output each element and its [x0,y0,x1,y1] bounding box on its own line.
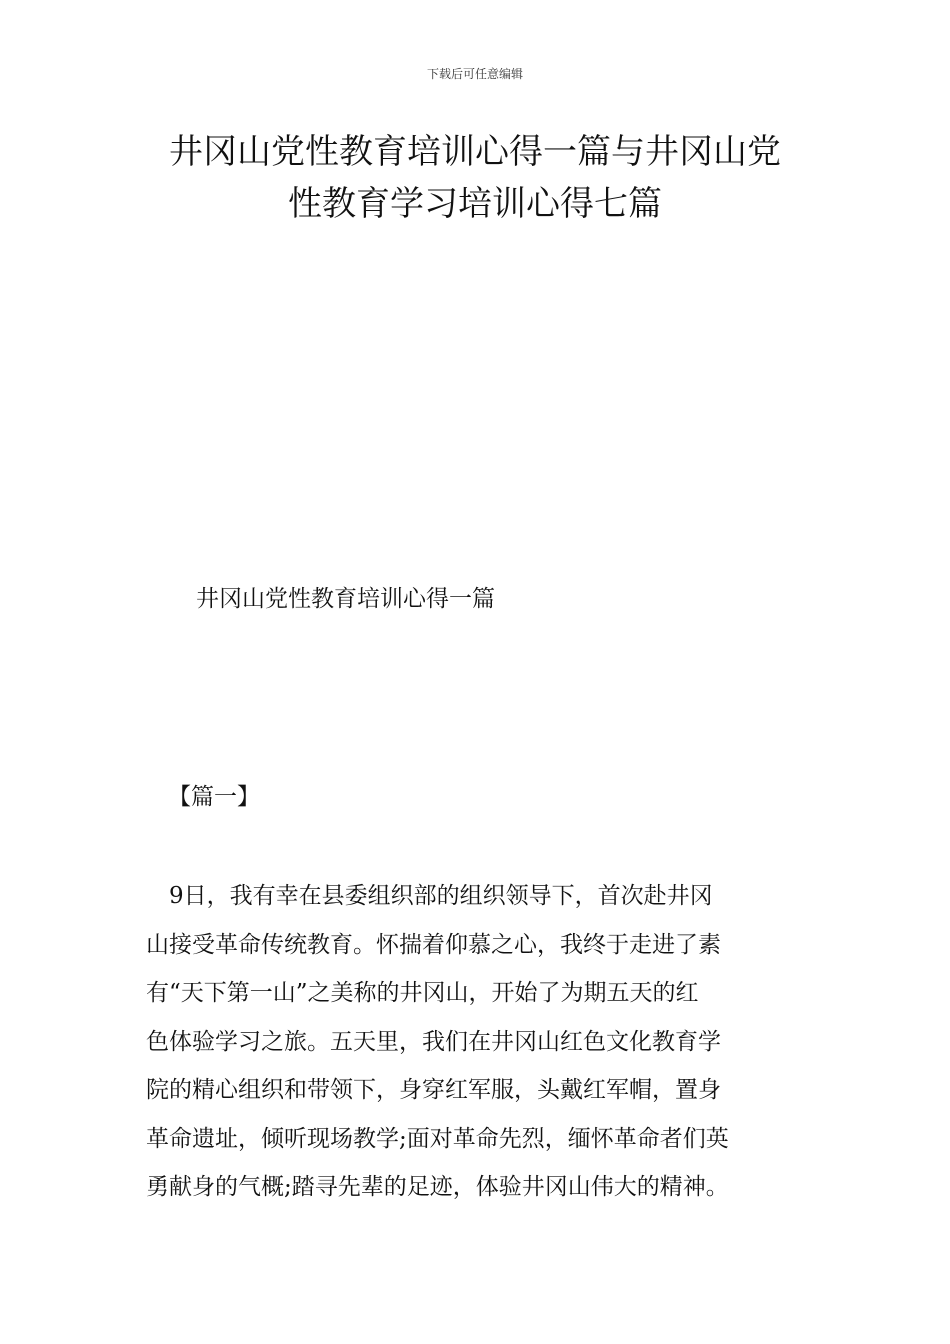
paragraph-line: 革命遗址，倾听现场教学;面对革命先烈，缅怀革命者们英 [146,1125,729,1152]
part-label: 【篇一】 [168,784,260,810]
paragraph-line: 有“天下第一山”之美称的井冈山，开始了为期五天的红 [146,980,699,1006]
title-line-1: 井冈山党性教育培训心得一篇与井冈山党 [169,132,781,172]
title-line-2: 性教育学习培训心得七篇 [288,184,662,224]
document-title [140,126,810,230]
header-note: 下载后可任意编辑 [426,67,523,81]
section-heading: 井冈山党性教育培训心得一篇 [196,586,495,612]
paragraph-line: 9日，我有幸在县委组织部的组织领导下，首次赴井冈 [146,883,713,909]
paragraph-line: 院的精心组织和带领下，身穿红军服，头戴红军帽，置身 [146,1077,721,1103]
body-paragraph [146,872,816,1212]
paragraph-line: 山接受革命传统教育。怀揣着仰慕之心，我终于走进了素 [146,931,721,958]
paragraph-line: 勇献身的气概;踏寻先辈的足迹，体验井冈山伟大的精神。 [146,1174,729,1200]
paragraph-line: 色体验学习之旅。五天里，我们在井冈山红色文化教育学 [146,1028,721,1055]
